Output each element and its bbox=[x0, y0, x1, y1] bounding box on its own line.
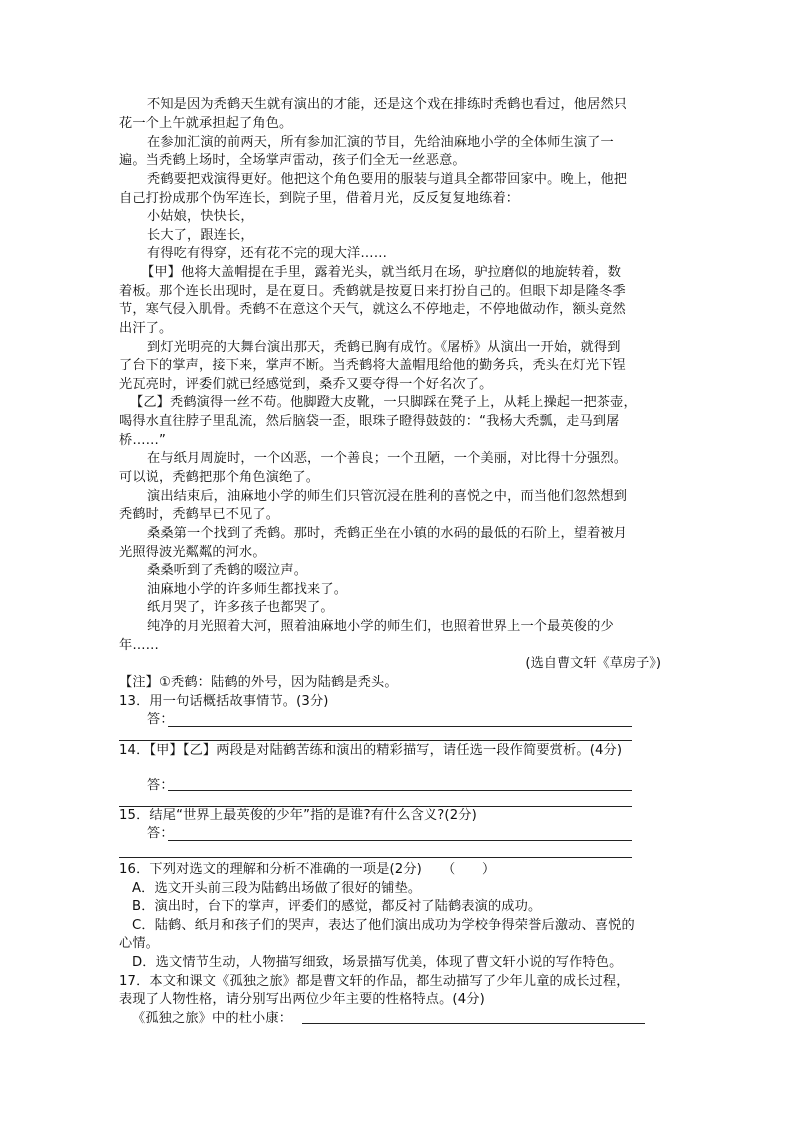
question-16: 16．下列对选文的理解和分析不准确的一项是(2分) （ ） bbox=[119, 862, 496, 877]
q17-prompt-du-xiaokang: 《孤独之旅》中的杜小康： bbox=[132, 1011, 293, 1026]
answer-line[interactable] bbox=[302, 1023, 645, 1024]
source-citation: (选自曹文轩《草房子》) bbox=[525, 656, 661, 671]
passage-line: 在与纸月周旋时，一个凶恶，一个善良；一个丑陋，一个美丽，对比得十分强烈。 bbox=[147, 451, 628, 466]
answer-line[interactable] bbox=[168, 726, 632, 727]
passage-line: 可以说，秃鹤把那个角色演绝了。 bbox=[119, 470, 320, 485]
passage-line: 光瓦亮时，评委们就已经感觉到，桑乔又要夺得一个好名次了。 bbox=[119, 377, 493, 392]
passage-line: 光照得波光粼粼的河水。 bbox=[119, 545, 266, 560]
passage-line: 【乙】秃鹤演得一丝不苟。他脚蹬大皮靴，一只脚踩在凳子上，从耗上操起一把茶壶， bbox=[130, 395, 637, 410]
passage-line: 纸月哭了，许多孩子也都哭了。 bbox=[147, 600, 334, 615]
passage-line: 遍。当秃鹤上场时，全场掌声雷动，孩子们全无一丝恶意。 bbox=[119, 153, 466, 168]
passage-line: 桑桑听到了秃鹤的啜泣声。 bbox=[147, 563, 308, 578]
answer-label: 答： bbox=[147, 778, 174, 793]
question-13: 13．用一句话概括故事情节。(3分) bbox=[119, 694, 329, 709]
passage-line: 长大了，跟连长， bbox=[147, 228, 254, 243]
option-d: D．选文情节生动，人物描写细致，场景描写优美，体现了曹文轩小说的写作特色。 bbox=[132, 955, 623, 970]
option-c-continued: 心情。 bbox=[119, 936, 160, 951]
passage-line: 花一个上午就承担起了角色。 bbox=[119, 116, 293, 131]
passage-line: 演出结束后，油麻地小学的师生们只管沉浸在胜利的喜悦之中，而当他们忽然想到 bbox=[147, 489, 628, 504]
passage-line: 秃鹤时，秃鹤早已不见了。 bbox=[119, 507, 280, 522]
answer-line[interactable] bbox=[168, 790, 632, 791]
passage-line: 桥……” bbox=[119, 433, 166, 448]
passage-line: 出汗了。 bbox=[119, 321, 173, 336]
answer-line[interactable] bbox=[119, 857, 632, 858]
option-c: C．陆鹤、纸月和孩子们的哭声，表达了他们演出成功为学校争得荣誉后激动、喜悦的 bbox=[132, 918, 635, 933]
question-17: 17．本文和课文《孤独之旅》都是曹文轩的作品，都生动描写了少年儿童的成长过程， bbox=[119, 974, 630, 989]
option-b: B．演出时，台下的掌声，评委们的感觉，都反衬了陆鹤表演的成功。 bbox=[132, 899, 542, 914]
passage-line: 节，寒气侵入肌骨。秃鹤不在意这个天气，就这么不停地走，不停地做动作，额头竟然 bbox=[119, 302, 626, 317]
answer-line[interactable] bbox=[168, 840, 632, 841]
answer-label: 答： bbox=[147, 712, 174, 727]
passage-line: 年…… bbox=[119, 638, 160, 653]
passage-line: 到灯光明亮的大舞台演出那天，秃鹤已胸有成竹。《屠桥》从演出一开始，就得到 bbox=[147, 340, 621, 355]
option-a: A．选文开头前三段为陆鹤出场做了很好的铺垫。 bbox=[132, 881, 422, 896]
footnote: 【注】①秃鹤：陆鹤的外号，因为陆鹤是秃头。 bbox=[119, 675, 398, 690]
passage-line: 不知是因为秃鹤天生就有演出的才能，还是这个戏在排练时秃鹤也看过，他居然只 bbox=[147, 97, 628, 112]
passage-line: 桑桑第一个找到了秃鹤。那时，秃鹤正坐在小镇的水码的最低的石阶上，望着被月 bbox=[147, 526, 628, 541]
passage-line: 自己打扮成那个伪军连长，到院子里，借着月光，反反复复地练着： bbox=[119, 191, 520, 206]
passage-line: 纯净的月光照着大河，照着油麻地小学的师生们，也照着世界上一个最英俊的少 bbox=[147, 619, 614, 634]
answer-label: 答： bbox=[147, 826, 174, 841]
passage-line: 【甲】他将大盖帽提在手里，露着光头，就当纸月在场，驴拉磨似的地旋转着，数 bbox=[141, 265, 622, 280]
passage-line: 有得吃有得穿，还有花不完的现大洋…… bbox=[147, 246, 388, 261]
passage-line: 着板。那个连长出现时，是在夏日。秃鹤就是按夏日来打扮自己的。但眼下却是隆冬季 bbox=[119, 284, 626, 299]
passage-line: 在参加汇演的前两天，所有参加汇演的节目，先给油麻地小学的全体师生演了一 bbox=[147, 135, 614, 150]
passage-line: 油麻地小学的许多师生都找来了。 bbox=[147, 582, 348, 597]
question-17-continued: 表现了人物性格，请分别写出两位少年主要的性格特点。(4分) bbox=[119, 992, 485, 1007]
passage-line: 喝得水直往脖子里乱流，然后脑袋一歪，眼珠子瞪得鼓鼓的：“我杨大秃瓢，走马到屠 bbox=[119, 414, 620, 429]
passage-line: 小姑娘，快快长， bbox=[147, 209, 254, 224]
question-14: 14．【甲】【乙】两段是对陆鹤苦练和演出的精彩描写，请任选一段作简要赏析。(4分) bbox=[119, 743, 623, 758]
passage-line: 了台下的掌声，接下来，掌声不断。当秃鹤将大盖帽甩给他的勤务兵，秃头在灯光下锃 bbox=[119, 358, 626, 373]
question-15: 15．结尾“世界上最英俊的少年”指的是谁?有什么含义?(2分) bbox=[119, 808, 477, 823]
passage-line: 秃鹤要把戏演得更好。他把这个角色要用的服装与道具全都带回家中。晚上，他把 bbox=[147, 172, 628, 187]
